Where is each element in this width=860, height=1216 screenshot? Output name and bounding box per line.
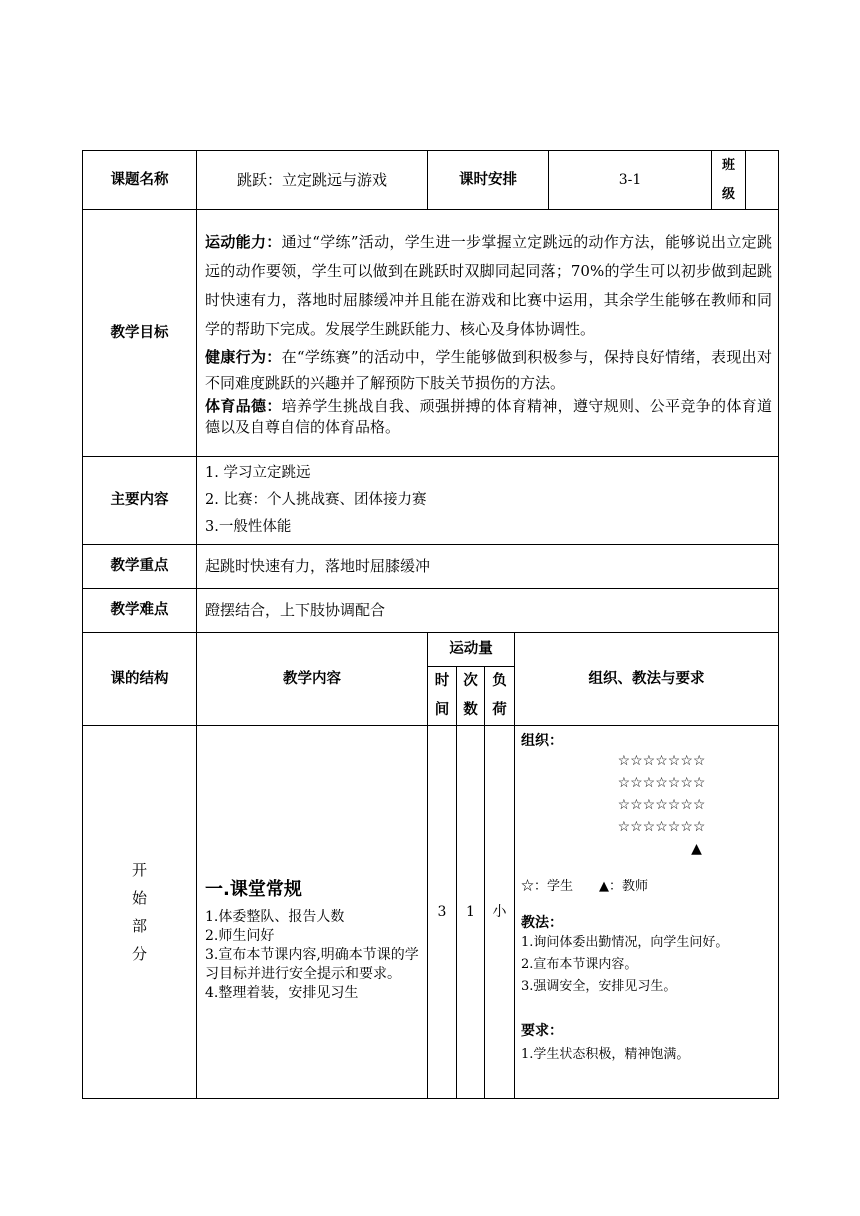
goals-label: 教学目标 bbox=[83, 210, 197, 457]
routine-steps bbox=[205, 908, 421, 1003]
method-item: 2.宣布本节课内容。 bbox=[521, 957, 638, 972]
count-header-line: 数 bbox=[463, 702, 478, 718]
method-item: 3.强调安全，安排见习生。 bbox=[521, 979, 677, 994]
start-organization bbox=[515, 726, 779, 1099]
start-count: 1 bbox=[457, 726, 485, 1099]
class-label-line-2: 级 bbox=[721, 187, 735, 202]
legend-teacher: ▲：教师 bbox=[599, 879, 649, 894]
count-header bbox=[457, 667, 485, 726]
formation-legend bbox=[521, 878, 772, 896]
routine-step: 1.体委整队、报告人数 bbox=[205, 909, 345, 925]
goal-health bbox=[205, 344, 772, 396]
section-char: 始 bbox=[131, 889, 147, 907]
star-row: ☆☆☆☆☆☆☆ bbox=[617, 797, 706, 813]
method-item: 1.询问体委出勤情况，向学生问好。 bbox=[521, 935, 729, 950]
intensity-header-line: 负 bbox=[492, 673, 507, 689]
section-char: 部 bbox=[131, 917, 147, 935]
routine-step: 3.宣布本节课内容,明确本节课的学习目标并进行安全提示和要求。 bbox=[205, 947, 419, 982]
goal-ethics bbox=[205, 396, 772, 438]
method-title: 教法： bbox=[521, 915, 563, 931]
goal-health-title: 健康行为： bbox=[205, 348, 282, 366]
goal-ethics-title: 体育品德： bbox=[205, 397, 282, 415]
start-section-label bbox=[83, 726, 197, 1099]
intensity-header bbox=[485, 667, 515, 726]
start-time: 3 bbox=[428, 726, 457, 1099]
goal-health-text: 在“学练赛”的活动中，学生能够做到积极参与，保持良好情绪，表现出对不同难度跳跃的兴趣并了解预防下肢关节损伤的方法。 bbox=[205, 348, 772, 392]
goal-ethics-text: 培养学生挑战自我、顽强拼搏的体育精神，遵守规则、公平竞争的体育道德以及自尊自信的体育品格。 bbox=[205, 397, 772, 436]
difficulty-label: 教学难点 bbox=[83, 589, 197, 633]
lesson-plan-table bbox=[82, 150, 779, 1099]
routine-heading: 一.课堂常规 bbox=[205, 879, 302, 900]
routine-step: 2.师生问好 bbox=[205, 928, 275, 944]
topic-label: 课题名称 bbox=[83, 151, 197, 210]
star-row: ☆☆☆☆☆☆☆ bbox=[617, 775, 706, 791]
main-content-item: 1. 学习立定跳远 bbox=[205, 465, 311, 481]
key-point-label: 教学重点 bbox=[83, 545, 197, 589]
main-content-item: 3.一般性体能 bbox=[205, 519, 292, 535]
main-content-label: 主要内容 bbox=[83, 457, 197, 545]
class-label bbox=[712, 151, 746, 210]
schedule-value: 3-1 bbox=[549, 151, 712, 210]
teacher-marker-icon: ▲ bbox=[691, 841, 702, 857]
main-content-item: 2. 比赛：个人挑战赛、团体接力赛 bbox=[205, 492, 427, 508]
count-header-line: 次 bbox=[463, 673, 478, 689]
routine-step: 4.整理着装，安排见习生 bbox=[205, 985, 359, 1001]
goal-motor bbox=[205, 228, 772, 344]
method-list bbox=[521, 932, 772, 998]
class-label-line-1: 班 bbox=[721, 158, 735, 173]
requirement-list bbox=[521, 1044, 772, 1066]
intensity-header-line: 荷 bbox=[492, 702, 507, 718]
difficulty-value: 蹬摆结合，上下肢协调配合 bbox=[197, 589, 779, 633]
content-header: 教学内容 bbox=[197, 633, 428, 726]
star-row: ☆☆☆☆☆☆☆ bbox=[617, 819, 706, 835]
requirement-title: 要求： bbox=[521, 1023, 563, 1039]
lesson-plan-sheet bbox=[82, 150, 778, 1099]
section-char: 开 bbox=[131, 861, 147, 879]
load-header: 运动量 bbox=[428, 633, 515, 667]
class-value bbox=[746, 151, 779, 210]
legend-student: ☆：学生 bbox=[521, 879, 574, 894]
time-header-line: 时 bbox=[434, 673, 450, 689]
key-point-value: 起跳时快速有力，落地时屈膝缓冲 bbox=[197, 545, 779, 589]
time-header bbox=[428, 667, 457, 726]
start-section-content bbox=[197, 726, 428, 1099]
org-title: 组织： bbox=[521, 733, 563, 749]
main-content-list bbox=[197, 457, 779, 545]
org-header: 组织、教法与要求 bbox=[515, 633, 779, 726]
student-formation bbox=[521, 750, 772, 838]
time-header-line: 间 bbox=[434, 702, 450, 718]
requirement-item: 1.学生状态积极，精神饱满。 bbox=[521, 1047, 690, 1062]
section-char: 分 bbox=[131, 945, 147, 963]
structure-header: 课的结构 bbox=[83, 633, 197, 726]
star-row: ☆☆☆☆☆☆☆ bbox=[617, 753, 706, 769]
goal-motor-text: 通过“学练”活动，学生进一步掌握立定跳远的动作方法，能够说出立定跳远的动作要领，学生可以做到在跳跃时双脚同起同落；70%的学生可以初步做到起跳时快速有力，落地时屈膝缓冲并且能在游戏和比赛中运用，其余学生能够在教师和同学的帮助下完成。发展学生跳跃能力、核心及身体协调性。 bbox=[205, 233, 772, 338]
goals-content bbox=[197, 210, 779, 457]
goal-motor-title: 运动能力： bbox=[205, 233, 282, 251]
topic-value: 跳跃：立定跳远与游戏 bbox=[197, 151, 428, 210]
start-intensity: 小 bbox=[485, 726, 515, 1099]
schedule-label: 课时安排 bbox=[428, 151, 549, 210]
